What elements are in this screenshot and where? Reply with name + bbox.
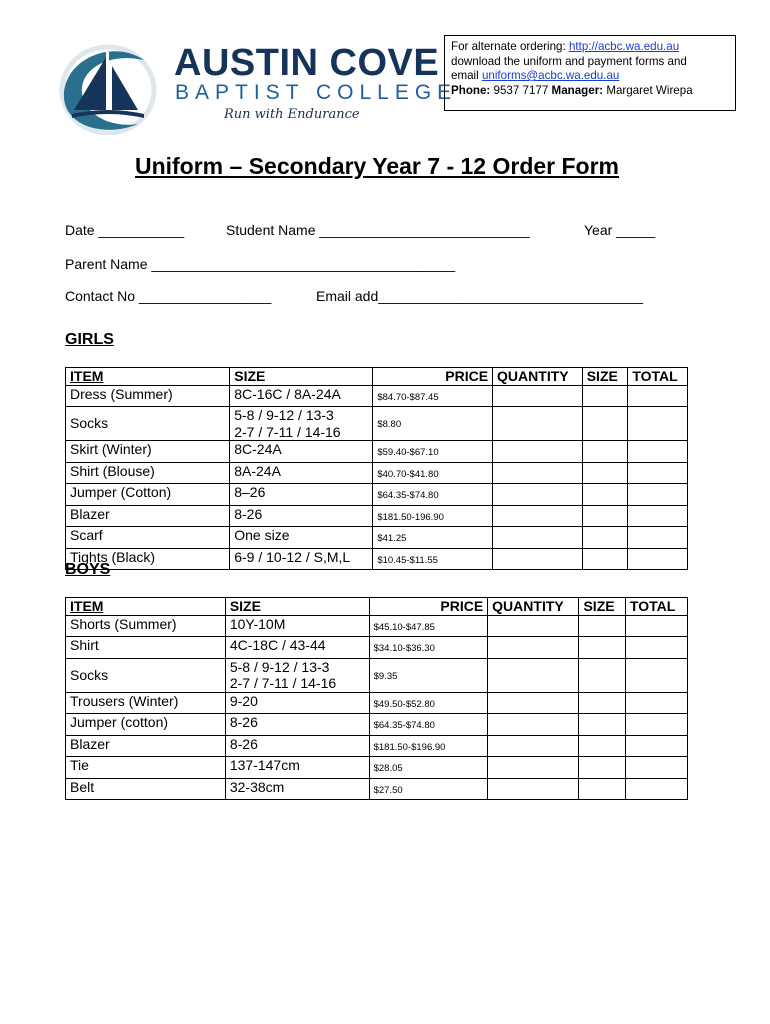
table-row xyxy=(66,692,688,714)
total-input-cell[interactable] xyxy=(625,692,687,714)
ordering-prefix: For alternate ordering: xyxy=(451,40,569,53)
item-cell: Jumper (Cotton) xyxy=(66,484,230,506)
col-price-header: PRICE xyxy=(373,368,493,386)
size-cell: 8–26 xyxy=(230,484,373,506)
size-input-cell[interactable] xyxy=(582,527,628,549)
size-input-cell[interactable] xyxy=(579,692,625,714)
phone-number: 9537 7177 xyxy=(490,83,552,97)
table-row xyxy=(66,441,688,463)
quantity-input-cell[interactable] xyxy=(488,735,579,757)
table-row xyxy=(66,658,688,692)
size-cell xyxy=(230,407,373,441)
size-cell: 8-26 xyxy=(225,714,369,736)
price-cell: $181.50-196.90 xyxy=(373,505,493,527)
total-input-cell[interactable] xyxy=(625,637,687,659)
price-cell: $10.45-$11.55 xyxy=(373,548,493,570)
table-row xyxy=(66,484,688,506)
col-order-size-header: SIZE xyxy=(579,598,625,616)
total-input-cell[interactable] xyxy=(625,658,687,692)
price-cell: $41.25 xyxy=(373,527,493,549)
item-cell: Trousers (Winter) xyxy=(66,692,226,714)
email-link[interactable]: uniforms@acbc.wa.edu.au xyxy=(481,69,620,82)
size-cell xyxy=(225,658,369,692)
price-cell: $9.35 xyxy=(369,658,488,692)
contact-no-field[interactable]: Contact No _________________ xyxy=(65,288,272,304)
item-cell: Shirt xyxy=(66,637,226,659)
ordering-line-1 xyxy=(451,40,729,55)
size-line: 5-8 / 9-12 / 13-3 xyxy=(234,407,334,423)
manager-name: Margaret Wirepa xyxy=(603,83,693,97)
total-input-cell[interactable] xyxy=(628,385,688,407)
price-cell: $40.70-$41.80 xyxy=(373,462,493,484)
size-cell: 8C-16C / 8A-24A xyxy=(230,385,373,407)
quantity-input-cell[interactable] xyxy=(493,441,583,463)
table-row xyxy=(66,407,688,441)
quantity-input-cell[interactable] xyxy=(493,462,583,484)
quantity-input-cell[interactable] xyxy=(488,692,579,714)
quantity-input-cell[interactable] xyxy=(493,385,583,407)
col-quantity-header: QUANTITY xyxy=(488,598,579,616)
size-cell: 8-26 xyxy=(225,735,369,757)
size-cell: One size xyxy=(230,527,373,549)
col-price-header: PRICE xyxy=(369,598,488,616)
manager-label: Manager: xyxy=(551,83,604,97)
price-cell: $27.50 xyxy=(369,778,488,800)
logo-school-name: AUSTIN COVE xyxy=(174,42,440,84)
size-input-cell[interactable] xyxy=(579,637,625,659)
school-logo xyxy=(52,40,458,135)
size-cell: 9-20 xyxy=(225,692,369,714)
table-row xyxy=(66,462,688,484)
size-input-cell[interactable] xyxy=(579,658,625,692)
item-cell: Dress (Summer) xyxy=(66,385,230,407)
total-input-cell[interactable] xyxy=(625,757,687,779)
item-cell: Belt xyxy=(66,778,226,800)
price-cell: $28.05 xyxy=(369,757,488,779)
quantity-input-cell[interactable] xyxy=(488,658,579,692)
table-row xyxy=(66,527,688,549)
quantity-input-cell[interactable] xyxy=(493,484,583,506)
size-input-cell[interactable] xyxy=(579,714,625,736)
ordering-info-box xyxy=(444,35,736,111)
col-order-size-header: SIZE xyxy=(582,368,628,386)
size-line: 2-7 / 7-11 / 14-16 xyxy=(234,423,341,440)
size-input-cell[interactable] xyxy=(582,505,628,527)
total-input-cell[interactable] xyxy=(625,714,687,736)
boys-heading: BOYS xyxy=(65,561,111,578)
size-input-cell[interactable] xyxy=(582,484,628,506)
size-cell: 8-26 xyxy=(230,505,373,527)
size-input-cell[interactable] xyxy=(579,735,625,757)
size-input-cell[interactable] xyxy=(582,407,628,441)
price-cell: $8.80 xyxy=(373,407,493,441)
sailboat-emblem-icon xyxy=(52,40,170,135)
quantity-input-cell[interactable] xyxy=(493,548,583,570)
item-cell: Jumper (cotton) xyxy=(66,714,226,736)
size-input-cell[interactable] xyxy=(582,462,628,484)
item-cell: Blazer xyxy=(66,735,226,757)
logo-college-subtitle: BAPTIST COLLEGE xyxy=(175,81,458,104)
table-row xyxy=(66,385,688,407)
size-line: 5-8 / 9-12 / 13-3 xyxy=(229,658,330,675)
price-cell: $59.40-$67.10 xyxy=(373,441,493,463)
email-prefix: email xyxy=(451,69,482,82)
item-cell: Scarf xyxy=(66,527,230,549)
table-row xyxy=(66,548,688,570)
total-input-cell[interactable] xyxy=(628,441,688,463)
ordering-line-2: download the uniform and payment forms and xyxy=(451,54,687,68)
page-title: Uniform – Secondary Year 7 - 12 Order Form xyxy=(134,153,620,179)
item-cell: Shirt (Blouse) xyxy=(66,462,230,484)
student-name-field[interactable]: Student Name ___________________________ xyxy=(226,222,530,238)
quantity-input-cell[interactable] xyxy=(488,637,579,659)
website-link[interactable]: http://acbc.wa.edu.au xyxy=(568,40,680,53)
size-line: 2-7 / 7-11 / 14-16 xyxy=(229,675,337,691)
size-input-cell[interactable] xyxy=(579,757,625,779)
quantity-input-cell[interactable] xyxy=(488,757,579,779)
total-input-cell[interactable] xyxy=(628,527,688,549)
price-cell: $49.50-$52.80 xyxy=(369,692,488,714)
ordering-line-4 xyxy=(451,84,729,99)
price-cell: $181.50-$196.90 xyxy=(369,735,488,757)
total-input-cell[interactable] xyxy=(628,462,688,484)
quantity-input-cell[interactable] xyxy=(493,527,583,549)
phone-label: Phone: xyxy=(451,83,491,97)
table-row xyxy=(66,505,688,527)
price-cell: $64.35-$74.80 xyxy=(373,484,493,506)
ordering-line-3 xyxy=(451,69,729,84)
quantity-input-cell[interactable] xyxy=(493,407,583,441)
email-field[interactable]: Email add__________________________________ xyxy=(316,288,643,304)
item-cell: Skirt (Winter) xyxy=(66,441,230,463)
boys-table xyxy=(65,597,688,800)
size-cell: 32-38cm xyxy=(225,778,369,800)
price-cell: $84.70-$87.45 xyxy=(373,385,493,407)
parent-name-field[interactable]: Parent Name _______________________________________ xyxy=(65,256,456,272)
girls-table xyxy=(65,367,688,570)
total-input-cell[interactable] xyxy=(628,505,688,527)
item-cell: Blazer xyxy=(66,505,230,527)
date-field[interactable]: Date ___________ xyxy=(65,222,185,238)
table-row xyxy=(66,778,688,800)
item-cell: Socks xyxy=(66,407,230,441)
size-cell: 10Y-10M xyxy=(225,615,369,637)
total-input-cell[interactable] xyxy=(625,778,687,800)
item-cell: Tights (Black) xyxy=(66,548,230,570)
girls-header-row xyxy=(66,368,688,386)
total-input-cell[interactable] xyxy=(628,548,688,570)
logo-motto: Run with Endurance xyxy=(224,107,360,122)
size-input-cell[interactable] xyxy=(579,615,625,637)
quantity-input-cell[interactable] xyxy=(488,778,579,800)
col-quantity-header: QUANTITY xyxy=(493,368,583,386)
col-size-header: SIZE xyxy=(230,368,373,386)
total-input-cell[interactable] xyxy=(625,615,687,637)
size-cell: 4C-18C / 43-44 xyxy=(225,637,369,659)
size-input-cell[interactable] xyxy=(579,778,625,800)
total-input-cell[interactable] xyxy=(628,484,688,506)
item-cell: Tie xyxy=(66,757,226,779)
size-input-cell[interactable] xyxy=(582,441,628,463)
col-item-header: ITEM xyxy=(66,598,226,616)
boys-header-row xyxy=(66,598,688,616)
table-row xyxy=(66,757,688,779)
girls-heading: GIRLS xyxy=(65,331,114,348)
quantity-input-cell[interactable] xyxy=(493,505,583,527)
col-size-header: SIZE xyxy=(225,598,369,616)
size-input-cell[interactable] xyxy=(582,385,628,407)
total-input-cell[interactable] xyxy=(628,407,688,441)
item-cell: Socks xyxy=(66,658,226,692)
size-input-cell[interactable] xyxy=(582,548,628,570)
price-cell: $34.10-$36.30 xyxy=(369,637,488,659)
col-total-header: TOTAL xyxy=(628,368,688,386)
price-cell: $64.35-$74.80 xyxy=(369,714,488,736)
table-row xyxy=(66,615,688,637)
item-cell: Shorts (Summer) xyxy=(66,615,226,637)
year-field[interactable]: Year _____ xyxy=(584,222,656,238)
size-cell: 8C-24A xyxy=(230,441,373,463)
size-cell: 6-9 / 10-12 / S,M,L xyxy=(230,548,373,570)
size-cell: 137-147cm xyxy=(225,757,369,779)
col-total-header: TOTAL xyxy=(625,598,687,616)
col-item-header: ITEM xyxy=(66,368,230,386)
table-row xyxy=(66,637,688,659)
table-row xyxy=(66,735,688,757)
table-row xyxy=(66,714,688,736)
quantity-input-cell[interactable] xyxy=(488,714,579,736)
total-input-cell[interactable] xyxy=(625,735,687,757)
price-cell: $45.10-$47.85 xyxy=(369,615,488,637)
quantity-input-cell[interactable] xyxy=(488,615,579,637)
size-cell: 8A-24A xyxy=(230,462,373,484)
